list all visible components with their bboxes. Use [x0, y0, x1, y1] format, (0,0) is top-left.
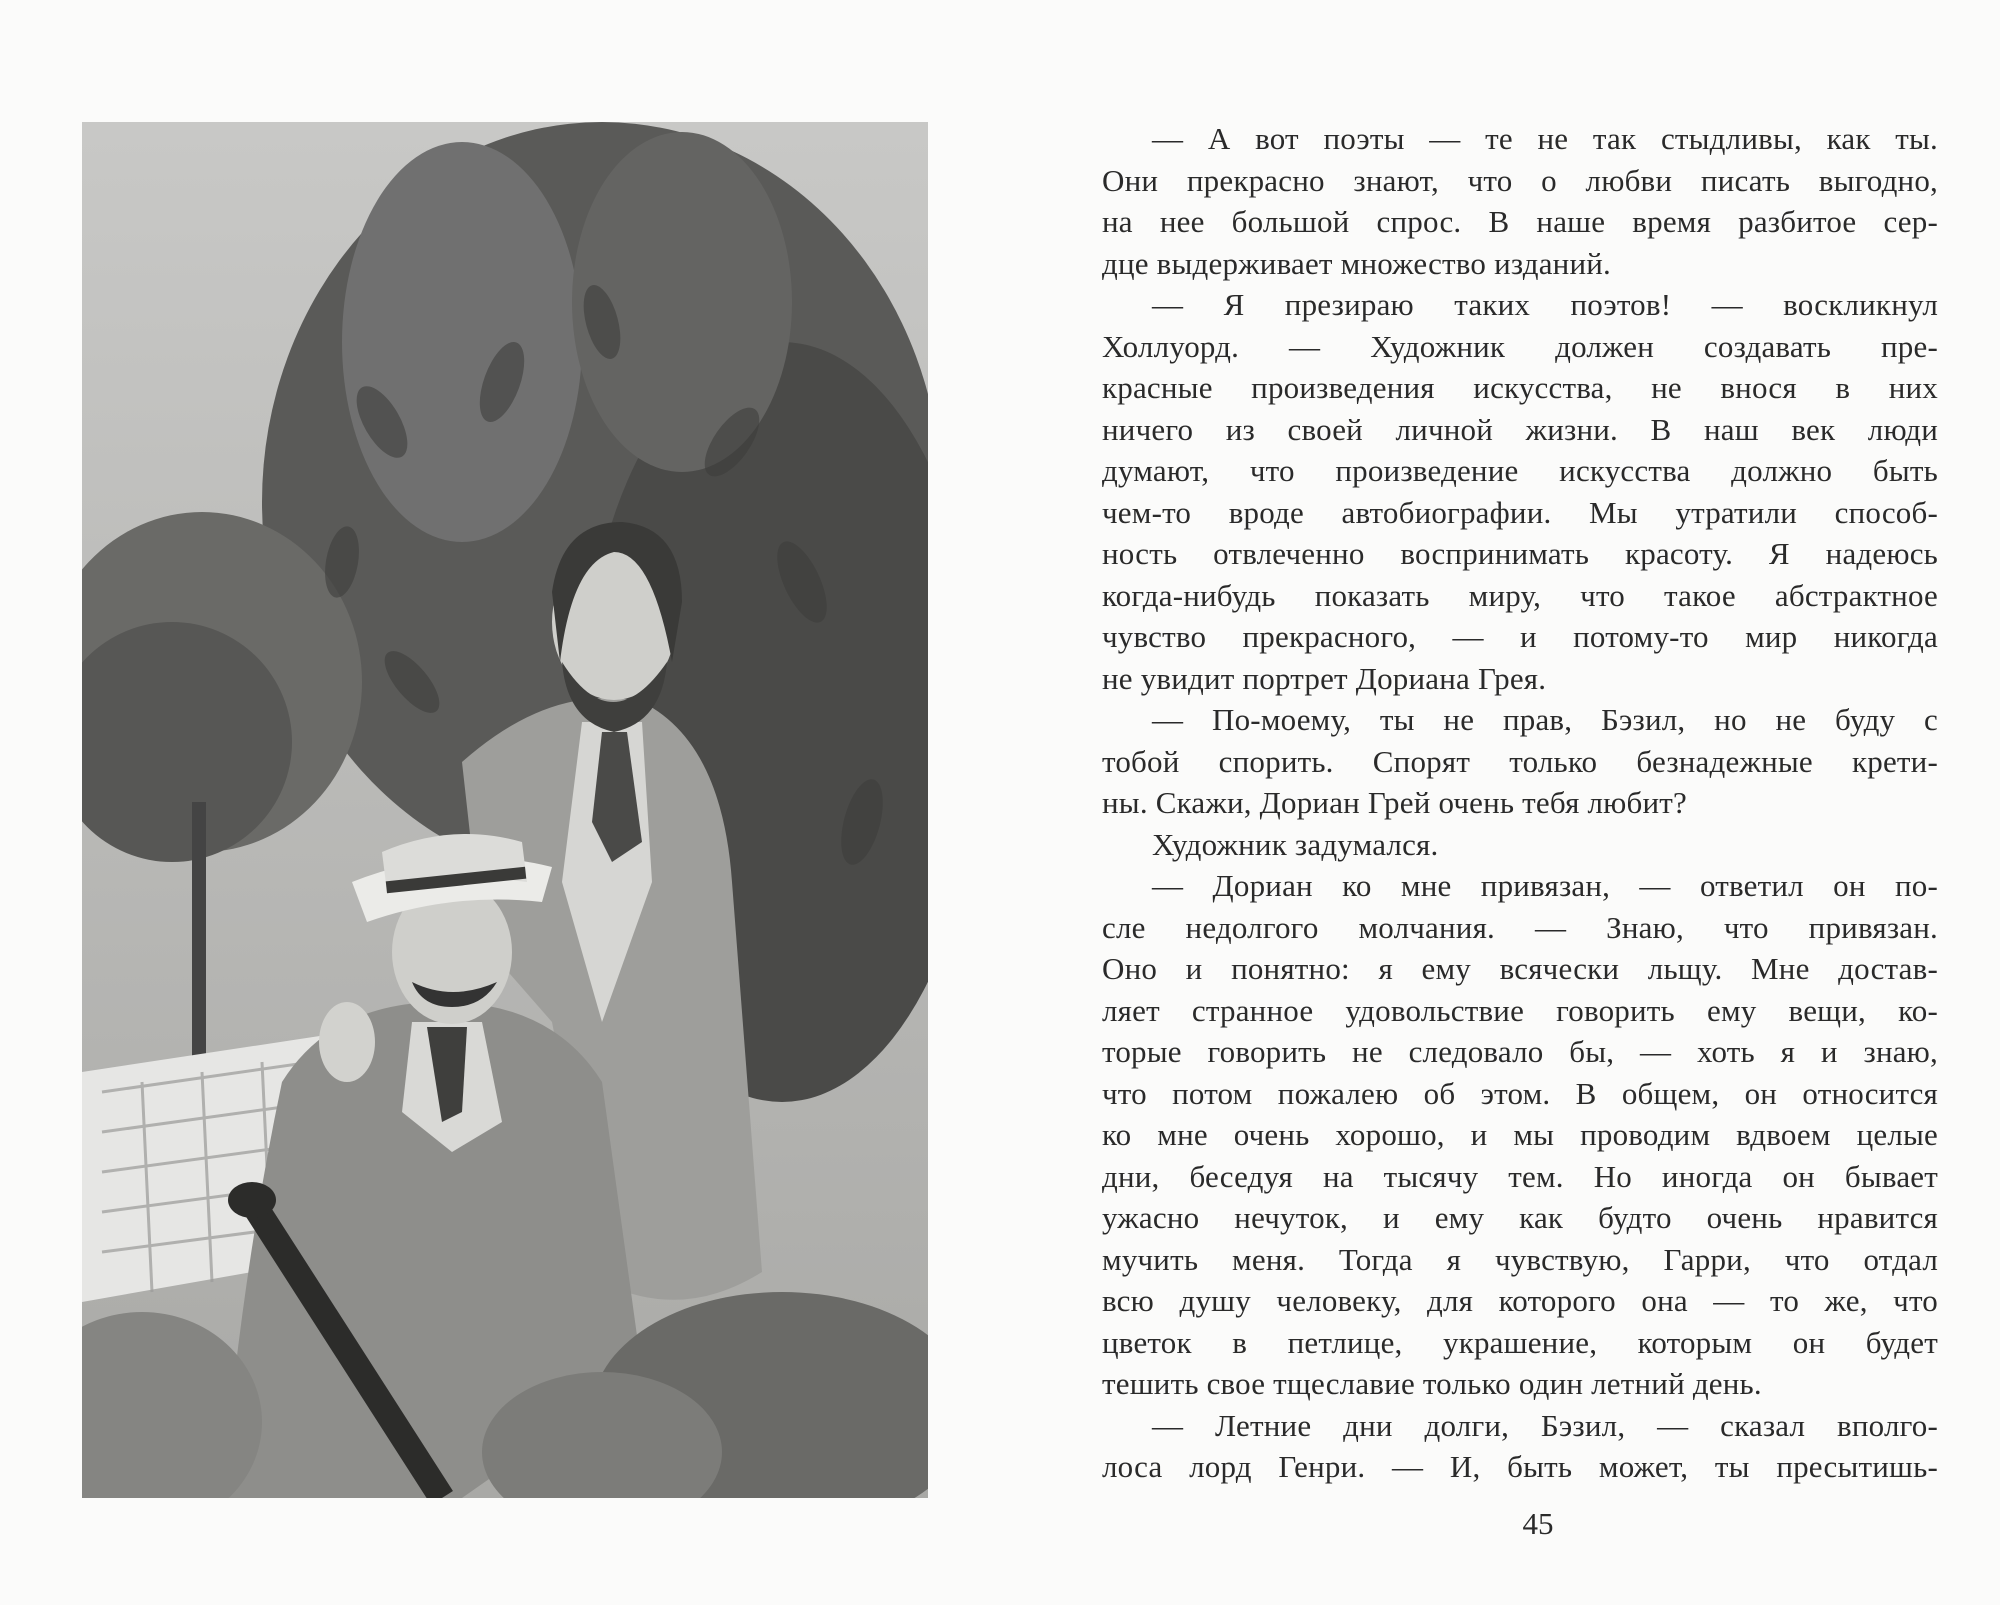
text-line: [1102, 533, 1938, 575]
text-line: [1102, 782, 1938, 824]
text-line-content: думают, что произведение искусства должно быть: [1102, 453, 1938, 488]
text-line-content: чувство прекрасного, — и потому-то мир никогда: [1102, 619, 1938, 654]
text-line: [1102, 1280, 1938, 1322]
text-line: [1102, 575, 1938, 617]
text-line-content: Они прекрасно знают, что о любви писать выгодно,: [1102, 162, 1938, 198]
text-line-content: на нее большой спрос. В наше время разбитое сер-: [1102, 204, 1938, 239]
text-line: [1102, 990, 1938, 1032]
text-line: [1102, 1239, 1938, 1281]
text-line: [1102, 948, 1938, 990]
text-line-content: — По-моему, ты не прав, Бэзил, но не буду с: [1152, 702, 1938, 737]
text-line-content: красные произведения искусства, не внося в них: [1102, 370, 1938, 405]
text-line-content: ны. Скажи, Дориан Грей очень тебя любит?: [1102, 785, 1687, 820]
illustration-icon: [82, 122, 928, 1498]
text-line-content: не увидит портрет Дориана Грея.: [1102, 660, 1547, 696]
text-line-content: что потом пожалею об этом. В общем, он относится: [1102, 1075, 1938, 1111]
text-line: [1102, 284, 1938, 326]
text-line-content: ужасно нечуток, и ему как будто очень нравится: [1102, 1200, 1938, 1235]
text-line: [1102, 1322, 1938, 1364]
body-text: [1102, 118, 1938, 1488]
text-line: [1102, 160, 1938, 202]
text-line: [1102, 243, 1938, 285]
text-line-content: когда-нибудь показать миру, что такое абстрактное: [1102, 577, 1938, 613]
text-line: [1102, 1405, 1938, 1447]
text-line: [1102, 741, 1938, 783]
text-line-content: ляет странное удовольствие говорить ему вещи, ко-: [1102, 992, 1938, 1028]
text-line-content: чем-то вроде автобиографии. Мы утратили способ-: [1102, 494, 1938, 530]
text-line-content: — Я презираю таких поэтов! — воскликнул: [1152, 287, 1938, 322]
text-line: [1102, 367, 1938, 409]
text-line-content: — Летние дни долги, Бэзил, — сказал вполго-: [1152, 1407, 1938, 1443]
text-line-content: Холлуорд. — Художник должен создавать пре-: [1102, 328, 1938, 364]
text-line: [1102, 450, 1938, 492]
text-line: [1102, 1363, 1938, 1405]
text-line: [1102, 1197, 1938, 1239]
text-line-content: Оно и понятно: я ему всячески льщу. Мне достав-: [1102, 951, 1938, 986]
page-number: 45: [1522, 1506, 1554, 1541]
text-line: [1102, 1446, 1938, 1488]
text-line-content: — А вот поэты — те не так стыдливы, как ты.: [1152, 121, 1938, 156]
text-line: [1102, 1073, 1938, 1115]
text-line-content: мучить меня. Тогда я чувствую, Гарри, что отдал: [1102, 1241, 1938, 1277]
text-line-content: — Дориан ко мне привязан, — ответил он по-: [1152, 868, 1938, 903]
text-line-content: цветок в петлице, украшение, которым он будет: [1102, 1324, 1938, 1360]
text-line: [1102, 907, 1938, 949]
text-line-content: лоса лорд Генри. — И, быть может, ты пресытишь-: [1102, 1449, 1938, 1484]
text-line-content: ничего из своей личной жизни. В наш век люди: [1102, 411, 1938, 447]
text-line: [1102, 1031, 1938, 1073]
text-line: [1102, 865, 1938, 907]
text-line: [1102, 616, 1938, 658]
text-line-content: сле недолгого молчания. — Знаю, что привязан.: [1102, 909, 1938, 945]
text-line-content: ко мне очень хорошо, и мы проводим вдвоем целые: [1102, 1117, 1938, 1152]
text-line: [1102, 118, 1938, 160]
text-line-content: тешить свое тщеславие только один летний день.: [1102, 1366, 1762, 1401]
text-line: [1102, 1156, 1938, 1198]
text-line-content: дни, беседуя на тысячу тем. Но иногда он бывает: [1102, 1158, 1938, 1194]
text-line: [1102, 658, 1938, 700]
text-line-content: Художник задумался.: [1152, 826, 1439, 862]
text-line-content: дце выдерживает множество изданий.: [1102, 245, 1612, 281]
text-line-content: тобой спорить. Спорят только безнадежные крети-: [1102, 743, 1938, 779]
text-line-content: всю душу человеку, для которого она — то же, что: [1102, 1283, 1938, 1318]
text-line: [1102, 409, 1938, 451]
text-line: [1102, 699, 1938, 741]
illustration: [82, 122, 928, 1498]
text-line: [1102, 326, 1938, 368]
text-line: [1102, 492, 1938, 534]
text-line: [1102, 1114, 1938, 1156]
text-line-content: торые говорить не следовало бы, — хоть я и знаю,: [1102, 1034, 1938, 1069]
text-line-content: ность отвлеченно воспринимать красоту. Я надеюсь: [1102, 536, 1938, 571]
text-line: [1102, 201, 1938, 243]
text-line: [1102, 824, 1938, 866]
